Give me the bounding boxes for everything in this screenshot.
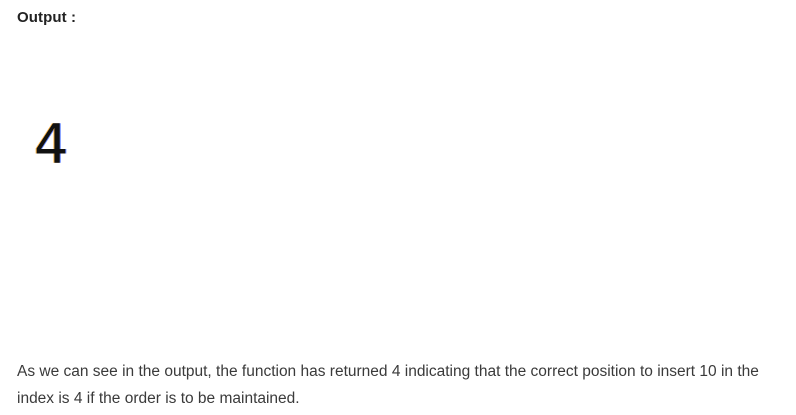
explanation-paragraph: As we can see in the output, the function has returned 4 indicating that the correct position to insert 10 in the index is 4 if the order is to be maintained. xyxy=(17,363,759,407)
output-heading: Output : xyxy=(17,9,77,26)
output-value: 4 xyxy=(34,113,69,176)
